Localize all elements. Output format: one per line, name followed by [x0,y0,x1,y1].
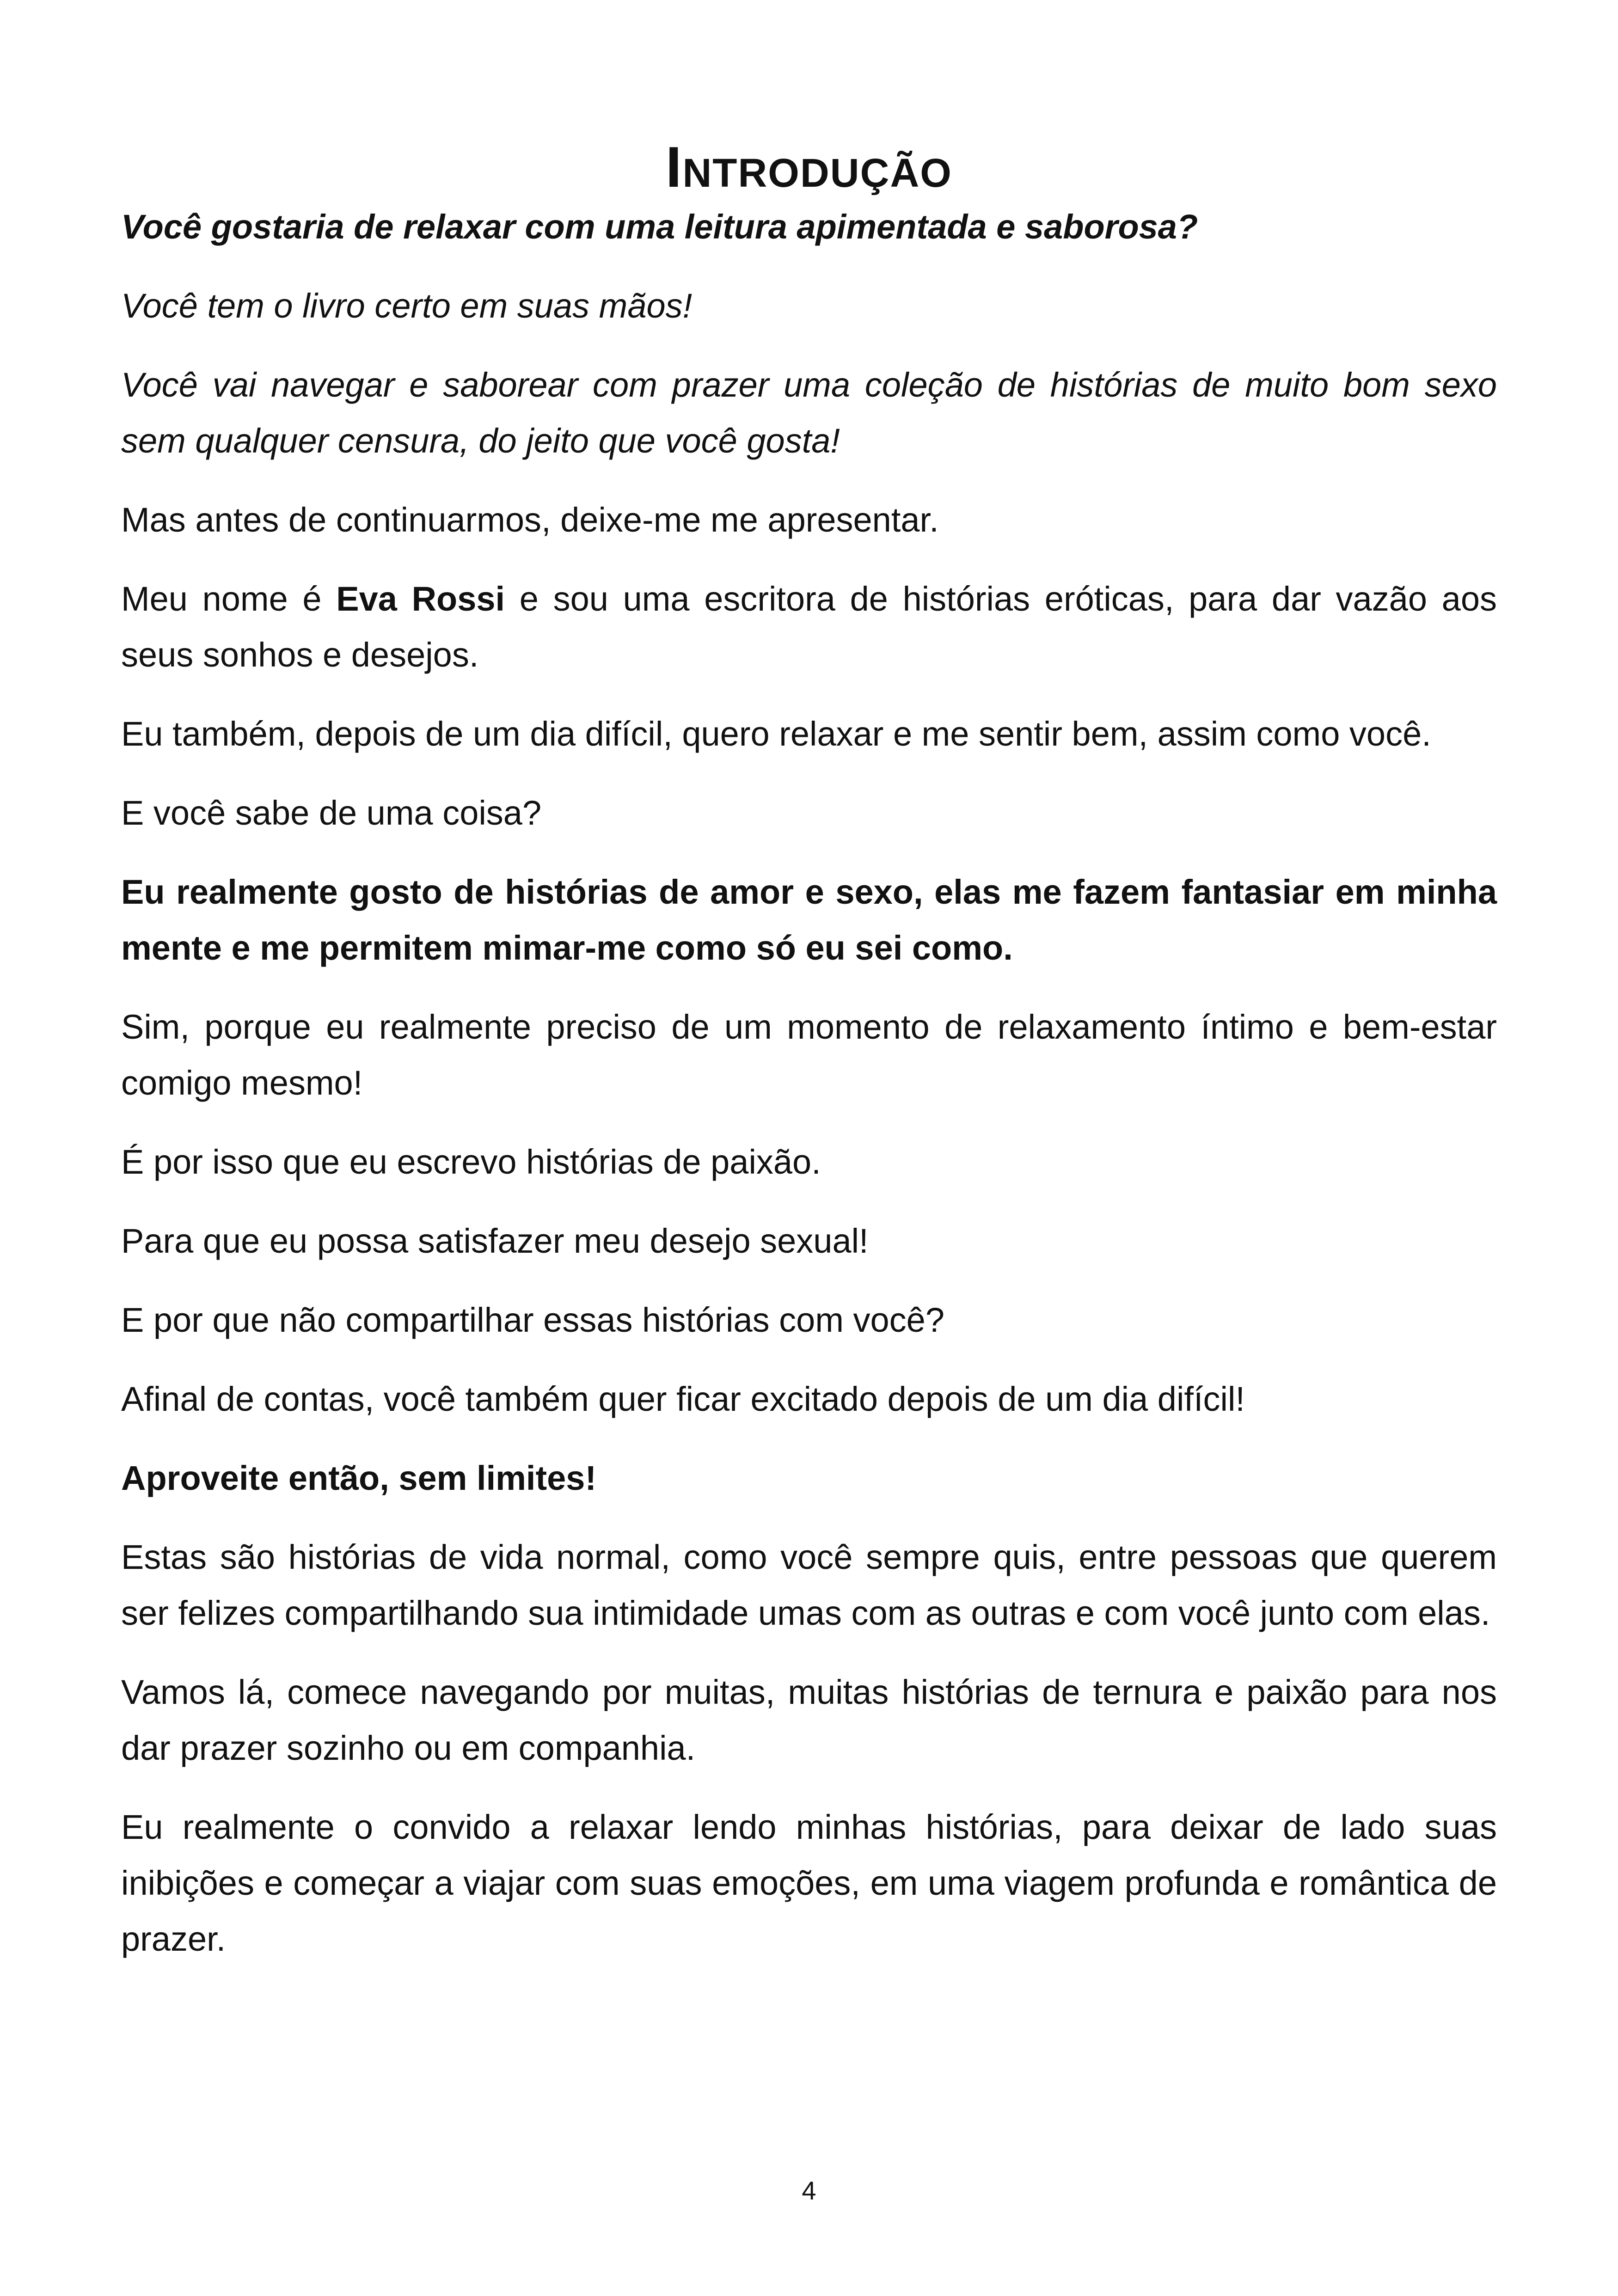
paragraph-introduce: Mas antes de continuarmos, deixe-me me apresentar. [121,501,939,539]
paragraph-question: Você gostaria de relaxar com uma leitura apimentada e saborosa? [121,208,1198,246]
page-number: 4 [802,2176,816,2205]
paragraph-author-name-after: e sou uma escritora de histórias eróticas, para dar vazão aos seus sonhos e desejos. [121,580,1497,674]
paragraph-lets-go: Vamos lá, comece navegando por muitas, muitas histórias de ternura e paixão para nos dar prazer sozinho ou em companhia. [121,1673,1497,1767]
paragraph-relax: Eu também, depois de um dia difícil, quero relaxar e me sentir bem, assim como você. [121,715,1431,753]
body-text [121,199,1497,1990]
paragraph-author-name [121,571,1497,683]
page-title: Introdução [666,135,952,200]
paragraph-author-name-before: Meu nome é [121,580,337,618]
paragraph-invitation: Eu realmente o convido a relaxar lendo minhas histórias, para deixar de lado suas inibições e começar a viajar com suas emoções, em uma viagem profunda e romântica de prazer. [121,1808,1497,1958]
paragraph-share: E por que não compartilhar essas histórias com você? [121,1301,944,1339]
paragraph-satisfy: Para que eu possa satisfazer meu desejo sexual! [121,1222,869,1260]
paragraph-collection: Você vai navegar e saborear com prazer uma coleção de histórias de muito bom sexo sem qualquer censura, do jeito que você gosta! [121,366,1497,460]
paragraph-enjoy: Aproveite então, sem limites! [121,1459,597,1497]
author-name: Eva Rossi [336,580,505,618]
paragraph-excited: Afinal de contas, você também quer ficar excitado depois de um dia difícil! [121,1380,1245,1418]
paragraph-love-stories: Eu realmente gosto de histórias de amor e sexo, elas me fazem fantasiar em minha mente e me permitem mimar-me como só eu sei como. [121,873,1497,967]
paragraph-you-know: E você sabe de uma coisa? [121,794,542,832]
paragraph-wellbeing: Sim, porque eu realmente preciso de um momento de relaxamento íntimo e bem-estar comigo mesmo! [121,1008,1497,1102]
paragraph-normal-life: Estas são histórias de vida normal, como você sempre quis, entre pessoas que querem ser felizes compartilhando sua intimidade umas com as outras e com você junto com elas. [121,1538,1497,1632]
paragraph-book-in-hands: Você tem o livro certo em suas mãos! [121,287,693,325]
paragraph-why-write: É por isso que eu escrevo histórias de paixão. [121,1143,821,1181]
